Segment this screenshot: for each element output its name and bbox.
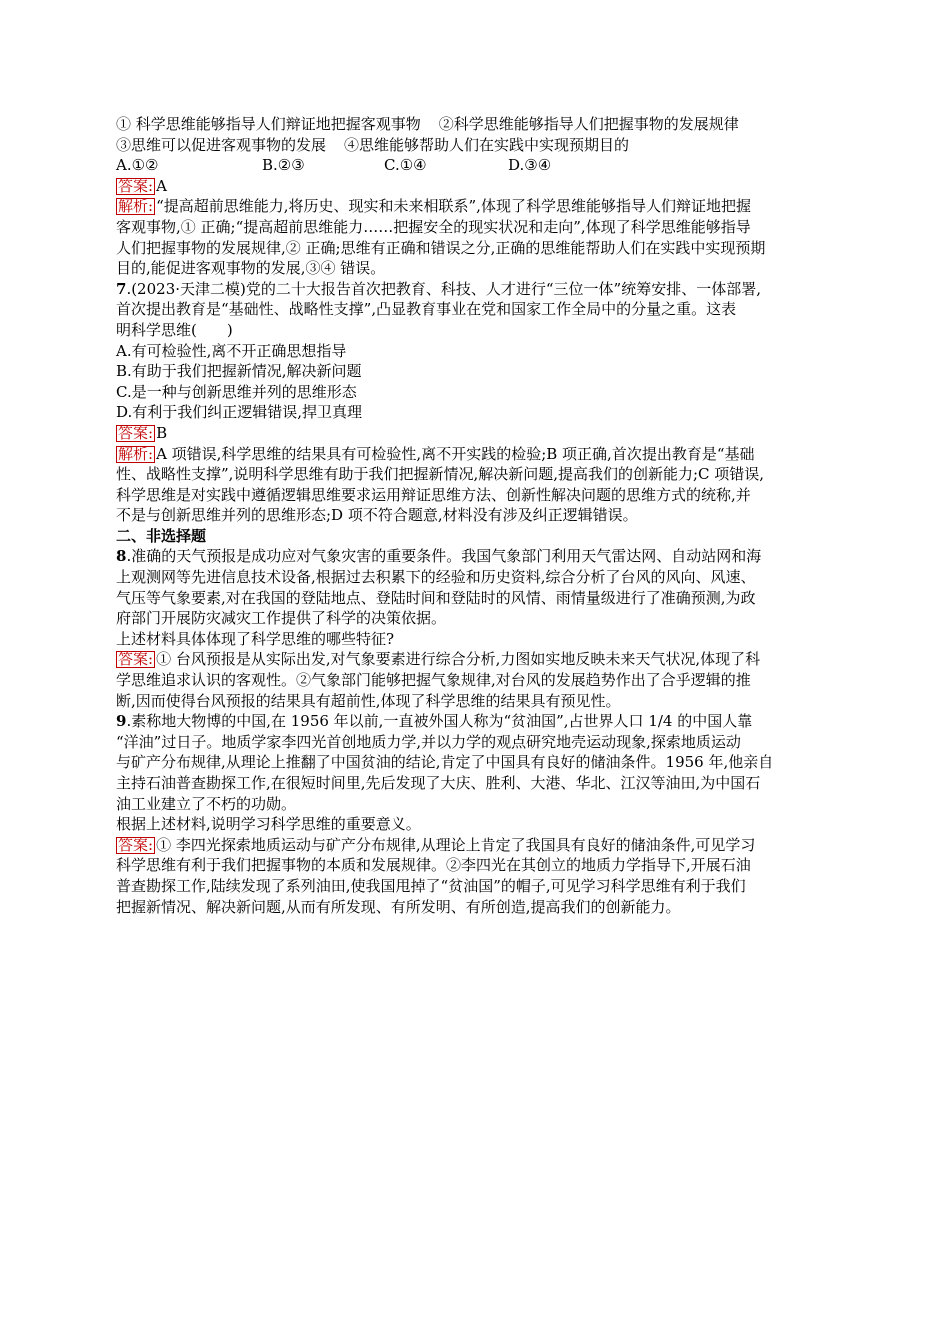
analysis-tag: 解析: <box>118 444 154 463</box>
q9-answer <box>116 835 836 917</box>
q6-analysis-line-3: 人们把握事物的发展规律,② 正确;思维有正确和错误之分,正确的思维能帮助人们在实践中实现预期 <box>116 238 766 257</box>
q8-answer-line-3: 断,因而使得台风预报的结果具有超前性,体现了科学思维的结果具有预见性。 <box>116 691 621 710</box>
q7-stem-line-3: 明科学思维( ) <box>116 320 233 339</box>
q7-choice-b: B.有助于我们把握新情况,解决新问题 <box>116 362 362 381</box>
q8-answer-line-1: ① 台风预报是从实际出发,对气象要素进行综合分析,力图如实地反映未来天气状况,体现了科 <box>156 650 761 669</box>
q9-stem-line-1: .素称地大物博的中国,在 1956 年以前,一直被外国人称为“贫油国”,占世界人口 1/4 的中国人靠 <box>126 712 753 731</box>
q7-analysis-line-4: 不是与创新思维并列的思维形态;D 项不符合题意,材料没有涉及纠正逻辑错误。 <box>116 506 638 525</box>
q8-stem-line-1: .准确的天气预报是成功应对气象灾害的重要条件。我国气象部门利用天气雷达网、自动站网和海 <box>126 547 762 566</box>
q7-stem <box>116 279 836 341</box>
q7-choice-a: A.有可检验性,离不开正确思想指导 <box>116 341 347 360</box>
q6-choice-b: B.②③ <box>262 156 305 175</box>
q7-stem-line-2: 首次提出教育是“基础性、战略性支撑”,凸显教育事业在党和国家工作全局中的分量之重。这表 <box>116 300 737 319</box>
q6-analysis-line-1: “提高超前思维能力,将历史、现实和未来相联系”,体现了科学思维能够指导人们辩证地把握 <box>156 197 751 216</box>
q9-answer-line-3: 普查勘探工作,陆续发现了系列油田,使我国甩掉了“贫油国”的帽子,可见学习科学思维有利于我们 <box>116 876 746 895</box>
q7-analysis-line-1: A 项错误,科学思维的结果具有可检验性,离不开实践的检验;B 项正确,首次提出教育是“基础 <box>156 444 755 463</box>
q6-choices <box>116 155 836 176</box>
answer-tag: 答案: <box>118 423 154 442</box>
q6-choice-d: D.③④ <box>508 156 552 175</box>
q7-choice-d: D.有利于我们纠正逻辑错误,捍卫真理 <box>116 403 363 422</box>
q9-stem-line-2: “洋油”过日子。地质学家李四光首创地质力学,并以力学的观点研究地壳运动现象,探索地质运动 <box>116 732 741 751</box>
q8-number: 8 <box>116 547 127 566</box>
q9-answer-line-1: ① 李四光探索地质运动与矿产分布规律,从理论上肯定了我国具有良好的储油条件,可见学习 <box>156 835 756 854</box>
q9-answer-line-2: 科学思维有利于我们把握事物的本质和发展规律。②李四光在其创立的地质力学指导下,开展石油 <box>116 856 751 875</box>
q8-answer-line-2: 学思维追求认识的客观性。②气象部门能够把握气象规律,对台风的发展趋势作出了合乎逻辑的推 <box>116 671 751 690</box>
q7-analysis <box>116 444 836 526</box>
q9-stem-line-5: 油工业建立了不朽的功勋。 <box>116 794 297 813</box>
q6-options-row-1 <box>116 114 836 135</box>
q8-stem-line-2: 上观测网等先进信息技术设备,根据过去积累下的经验和历史资料,综合分析了台风的风向、风速、 <box>116 568 756 587</box>
q6-option-1: ① 科学思维能够指导人们辩证地把握客观事物 <box>116 115 421 133</box>
q6-choice-c: C.①④ <box>384 156 427 175</box>
q7-analysis-line-3: 科学思维是对实践中遵循逻辑思维要求运用辩证思维方法、创新性解决问题的思维方式的统称,并 <box>116 485 751 504</box>
q8-stem-line-4: 府部门开展防灾减灾工作提供了科学的决策依据。 <box>116 609 447 628</box>
q9-stem-line-4: 主持石油普查勘探工作,在很短时间里,先后发现了大庆、胜利、大港、华北、江汉等油田,为中国石 <box>116 774 761 792</box>
q8-question: 上述材料具体体现了科学思维的哪些特征? <box>116 629 395 648</box>
section-heading: 二、非选择题 <box>116 526 207 545</box>
q8-stem-line-3: 气压等气象要素,对在我国的登陆地点、登陆时间和登陆时的风情、雨情量级进行了准确预测,为政 <box>116 588 756 607</box>
q7-answer-value: B <box>156 423 168 442</box>
q9-stem <box>116 711 836 835</box>
q6-option-2: ②科学思维能够指导人们把握事物的发展规律 <box>438 115 739 133</box>
answer-tag: 答案: <box>118 835 154 854</box>
q7-answer <box>116 423 836 444</box>
q7-stem-line-1: .(2023·天津二模)党的二十大报告首次把教育、科技、人才进行“三位一体”统筹安排、一体部署, <box>126 279 761 298</box>
document-page <box>116 114 836 917</box>
q6-answer <box>116 176 836 197</box>
analysis-tag: 解析: <box>118 197 154 216</box>
q8-stem <box>116 546 836 649</box>
q9-question: 根据上述材料,说明学习科学思维的重要意义。 <box>116 815 421 834</box>
answer-tag: 答案: <box>118 176 154 195</box>
q6-options-row-2 <box>116 135 836 156</box>
answer-tag: 答案: <box>118 650 154 669</box>
q6-choice-a: A.①② <box>116 156 159 175</box>
q6-option-4: ④思维能够帮助人们在实践中实现预期目的 <box>344 135 630 154</box>
q6-analysis <box>116 196 836 278</box>
q9-answer-line-4: 把握新情况、解决新问题,从而有所发现、有所发明、有所创造,提高我们的创新能力。 <box>116 897 681 916</box>
q9-number: 9 <box>116 712 127 731</box>
q8-answer <box>116 649 836 711</box>
q7-analysis-line-2: 性、战略性支撑”,说明科学思维有助于我们把握新情况,解决新问题,提高我们的创新能力;C 项错误, <box>116 465 765 484</box>
q7-choice-c: C.是一种与创新思维并列的思维形态 <box>116 382 357 401</box>
q6-option-3: ③思维可以促进客观事物的发展 <box>116 135 327 154</box>
q6-answer-value: A <box>156 176 167 195</box>
q9-stem-line-3: 与矿产分布规律,从理论上推翻了中国贫油的结论,肯定了中国具有良好的储油条件。1956 年,他亲自 <box>116 753 774 772</box>
q6-analysis-line-4: 目的,能促进客观事物的发展,③④ 错误。 <box>116 259 386 278</box>
q6-analysis-line-2: 客观事物,① 正确;“提高超前思维能力……把握安全的现实状况和走向”,体现了科学思维能够指导 <box>116 217 751 236</box>
q7-number: 7 <box>116 279 127 298</box>
